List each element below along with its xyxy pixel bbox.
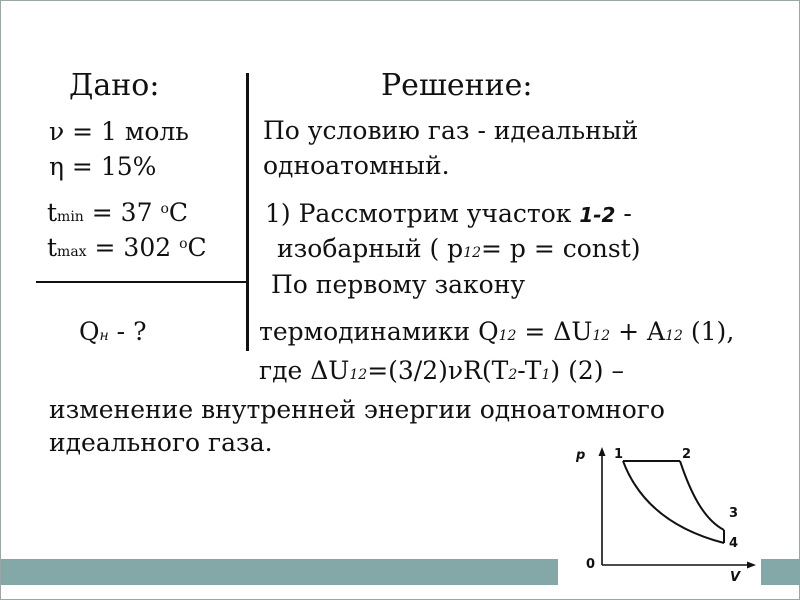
tmax-subscript: max [57, 244, 87, 260]
l6-d: (1), [682, 317, 735, 346]
axis-p-label: p [576, 448, 586, 463]
l4-subscript: 12 [463, 245, 482, 261]
solution-line-1: По условию газ - идеальный [263, 116, 639, 145]
given-tmax [47, 234, 207, 263]
v-axis-arrow [747, 562, 756, 569]
given-nu: ν = 1 моль [49, 117, 189, 146]
pv-diagram-svg [558, 439, 761, 585]
given-title: Дано: [69, 68, 160, 103]
vertical-divider [246, 73, 249, 351]
tmin-value: = 37 [83, 198, 161, 227]
l3-segment: 1-2 [579, 203, 616, 227]
given-tmin [47, 199, 188, 228]
l6-sub-3: 12 [665, 328, 683, 344]
tmax-value: = 302 [86, 233, 180, 262]
tmin-subscript: min [57, 209, 84, 225]
pv-diagram [558, 439, 761, 585]
point-3-label: 3 [729, 506, 739, 521]
point-2-label: 2 [682, 447, 692, 462]
solution-title: Решение: [381, 68, 533, 103]
l3-text: 1) Рассмотрим участок [265, 199, 580, 228]
l6-a: термодинамики Q [259, 317, 499, 346]
l7-d: ) (2) – [550, 356, 624, 385]
l3-dash: - [615, 199, 632, 228]
given-eta: η = 15% [49, 152, 157, 181]
l6-b: = ΔU [516, 317, 593, 346]
tmax-symbol: t [47, 233, 58, 262]
axis-v-label: V [730, 570, 741, 585]
q-symbol: Q [79, 317, 100, 346]
tmin-symbol: t [47, 198, 58, 227]
l4-text: изобарный ( p [277, 234, 464, 263]
tmax-unit: C [187, 233, 207, 262]
l7-sub-2: 2 [508, 367, 518, 383]
tmax-degree: o [179, 236, 188, 252]
process-2-3 [680, 461, 724, 530]
l6-sub-2: 12 [592, 328, 611, 344]
l7-sub-3: 1 [541, 367, 551, 383]
l7-c: -T [517, 356, 542, 385]
l4-rest: = p = const) [481, 234, 641, 263]
solution-line-3 [265, 200, 632, 229]
process-4-1 [623, 461, 724, 543]
q-question: - ? [108, 317, 147, 346]
tmin-unit: C [168, 198, 189, 227]
q-subscript: н [99, 328, 109, 344]
p-axis-arrow [599, 447, 606, 456]
l6-c: + A [610, 317, 666, 346]
solution-line-5: По первому закону [271, 270, 526, 299]
point-1-label: 1 [614, 447, 624, 462]
solution-line-6 [259, 318, 734, 347]
given-unknown [79, 318, 146, 347]
l7-sub-1: 12 [349, 367, 368, 383]
solution-line-7 [259, 357, 624, 386]
l7-b: =(3/2)νR(T [367, 356, 509, 385]
tmin-degree: o [160, 201, 169, 217]
solution-line-4 [277, 235, 641, 264]
l7-a: где ΔU [259, 356, 350, 385]
solution-line-9: идеального газа. [49, 428, 273, 457]
horizontal-divider [36, 281, 247, 283]
solution-line-2: одноатомный. [263, 151, 450, 180]
origin-label: 0 [586, 557, 596, 572]
point-4-label: 4 [729, 536, 739, 551]
l6-sub-1: 12 [498, 328, 517, 344]
solution-line-8: изменение внутренней энергии одноатомного [49, 395, 665, 424]
